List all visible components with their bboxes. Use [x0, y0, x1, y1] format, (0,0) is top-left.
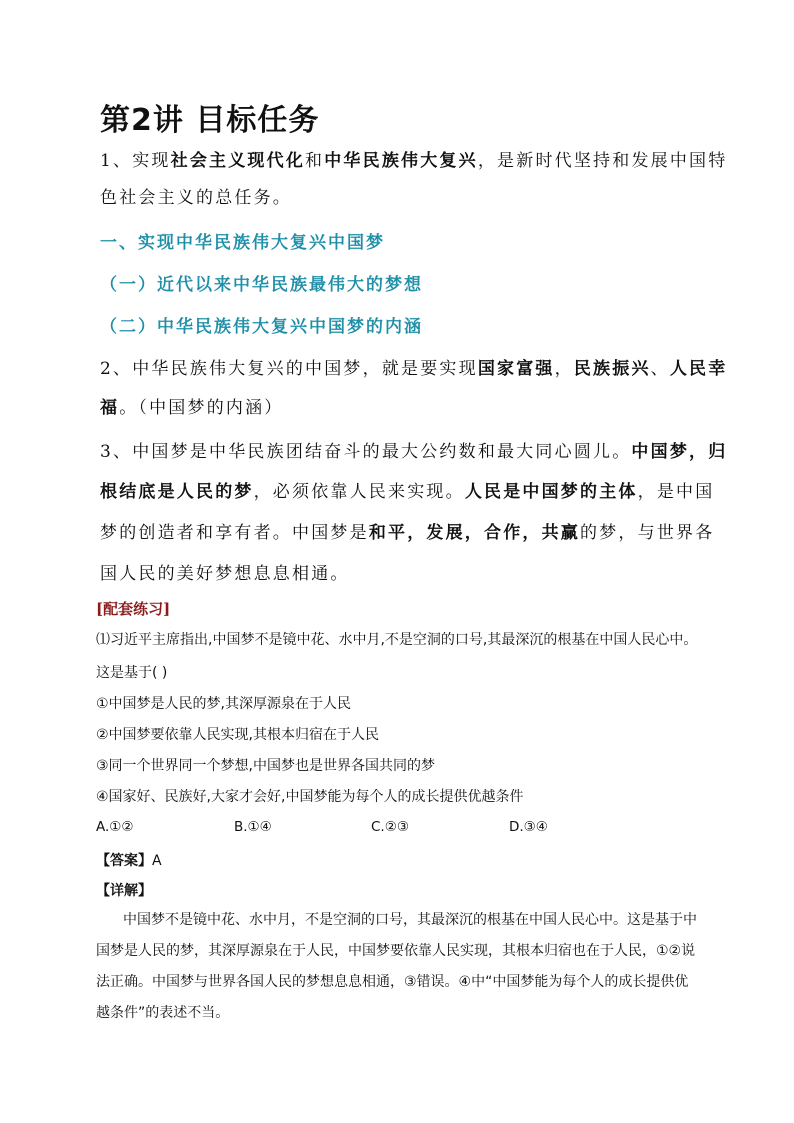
lesson-title: 第2讲 目标任务 [100, 103, 320, 138]
answer-value: A [152, 853, 162, 869]
bold-term: 人民是中国梦的主体 [464, 482, 638, 502]
option-b: B.①④ [234, 819, 272, 835]
answer-label: 【答案】 [96, 853, 152, 869]
statement-item: ②中国梦要依靠人民实现,其根本归宿在于人民 [96, 727, 379, 743]
question-stem-line-1: ⑴习近平主席指出,中国梦不是镜中花、水中月,不是空洞的口号,其最深沉的根基在中国人民心中。 [96, 632, 698, 648]
bold-term: 中国梦，归 [631, 442, 728, 462]
subsection-heading-2: （二）中华民族伟大复兴中国梦的内涵 [100, 317, 423, 337]
bold-term: 社会主义现代化 [170, 151, 306, 171]
subsection-heading-1: （一）近代以来中华民族最伟大的梦想 [100, 275, 423, 295]
bold-term: 根结底是人民的梦 [100, 482, 254, 502]
statement-item: ④国家好、民族好,大家才会好,中国梦能为每个人的成长提供优越条件 [96, 789, 524, 805]
statement-item: ③同一个世界同一个梦想,中国梦也是世界各国共同的梦 [96, 758, 435, 774]
detail-label: 【详解】 [96, 883, 152, 899]
detail-line: 越条件”的表述不当。 [96, 1005, 230, 1021]
paragraph-2-line-2: 福。（中国梦的内涵） [100, 398, 284, 418]
bold-term: 和平，发展，合作，共赢 [368, 523, 581, 543]
answer-line [96, 850, 162, 870]
paragraph-3-line-4: 国人民的美好梦想息息相通。 [100, 564, 350, 584]
bold-term: 国家富强 [477, 359, 555, 379]
detail-line: 法正确。中国梦与世界各国人民的梦想息息相通，③错误。④中“中国梦能为每个人的成长提供优 [96, 974, 689, 990]
detail-line: 中国梦不是镜中花、水中月，不是空洞的口号，其最深沉的根基在中国人民心中。这是基于中 [123, 912, 697, 928]
bold-term: 中华民族伟大复兴 [324, 151, 478, 171]
statement-item: ①中国梦是人民的梦,其深厚源泉在于人民 [96, 696, 351, 712]
paragraph-1-line-1: 1、实现社会主义现代化和中华民族伟大复兴，是新时代坚持和发展中国特 [100, 151, 728, 171]
paragraph-3-line-2: 根结底是人民的梦，必须依靠人民来实现。人民是中国梦的主体，是中国 [100, 482, 715, 502]
paragraph-1-line-2: 色社会主义的总任务。 [100, 188, 292, 208]
bold-term: 民族振兴 [573, 359, 651, 379]
paragraph-3-line-1: 3、中国梦是中华民族团结奋斗的最大公约数和最大同心圆儿。中国梦，归 [100, 442, 728, 462]
option-a: A.①② [96, 819, 134, 835]
section-heading-1: 一、实现中华民族伟大复兴中国梦 [100, 233, 385, 253]
paragraph-3-line-3: 梦的创造者和享有者。中国梦是和平，发展，合作，共赢的梦，与世界各 [100, 523, 715, 543]
option-d: D.③④ [509, 819, 548, 835]
option-c: C.②③ [371, 819, 409, 835]
bold-term: 人民幸 [669, 359, 728, 379]
bold-term: 福 [100, 398, 120, 418]
question-stem-line-2: 这是基于( ) [96, 665, 168, 681]
paragraph-2-line-1: 2、中华民族伟大复兴的中国梦，就是要实现国家富强，民族振兴、人民幸 [100, 359, 728, 379]
detail-line: 国梦是人民的梦，其深厚源泉在于人民，中国梦要依靠人民实现，其根本归宿也在于人民，①②说 [96, 943, 696, 959]
practice-label: [配套练习] [96, 600, 171, 618]
